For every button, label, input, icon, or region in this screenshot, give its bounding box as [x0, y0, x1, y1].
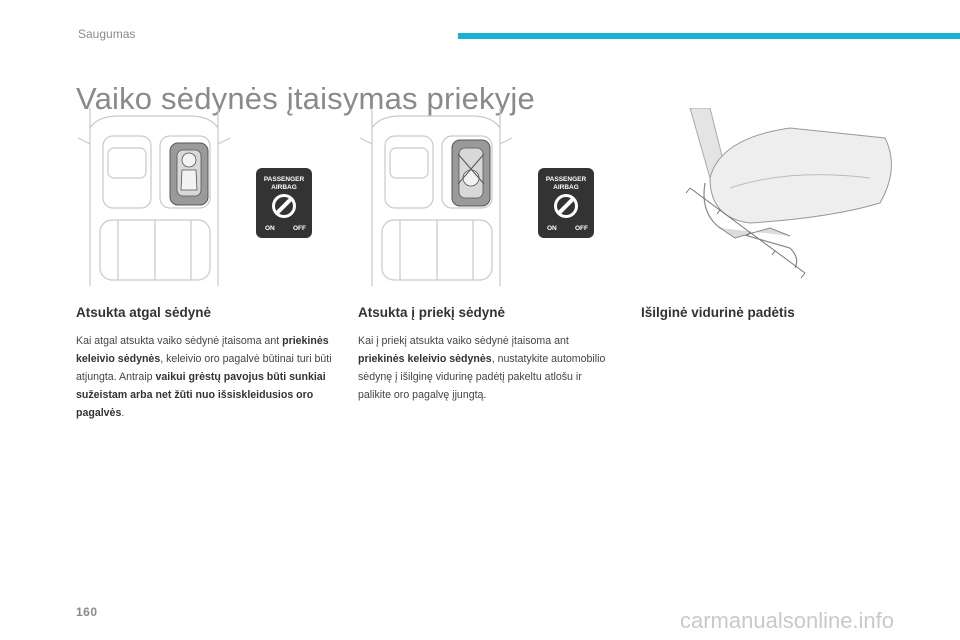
text-run: , keleivio oro pagalvė būtinai turi būti atjungta. Antraip: [76, 353, 332, 383]
badge-line2: AIRBAG: [553, 184, 579, 191]
text-run-bold: priekinės keleivio sėdynės: [76, 335, 329, 365]
page-title: Vaiko sėdynės įtaisymas priekyje: [76, 80, 535, 116]
middle-position-section: [641, 305, 906, 332]
page-number: 160: [76, 605, 98, 619]
badge-off: OFF: [293, 225, 306, 232]
text-run-bold: priekinės keleivio sėdynės: [358, 353, 492, 365]
badge-line1: PASSENGER: [263, 176, 305, 183]
header-accent-bar: [458, 33, 960, 39]
forward-facing-seat-illustration: [360, 108, 610, 286]
watermark: carmanualsonline.info: [680, 608, 895, 633]
rear-facing-text: [76, 332, 341, 422]
badge-off: OFF: [575, 225, 588, 232]
badge-on: ON: [547, 225, 557, 232]
middle-position-heading: Išilginė vidurinė padėtis: [641, 305, 795, 320]
section-label: Saugumas: [78, 27, 136, 41]
rear-facing-heading: Atsukta atgal sėdynė: [76, 305, 212, 320]
text-run: , nustatykite automobilio sėdynę į išilginę vidurinę padėtį pakeltu atlošu ir palikite oro pagalvę įjungtą.: [358, 353, 606, 401]
forward-facing-text: [358, 332, 608, 404]
forward-facing-heading: Atsukta į priekį sėdynė: [358, 305, 506, 320]
text-run: Kai atgal atsukta vaiko sėdynė įtaisoma ant: [76, 335, 283, 347]
text-run-bold: vaikui grėstų pavojus būti sunkiai sužeistam arba net žūti nuo išsiskleidusios oro pagalvės: [76, 371, 326, 419]
text-run: Kai į priekį atsukta vaiko sėdynė įtaisoma ant: [358, 335, 569, 347]
seat-position-illustration: [680, 108, 905, 283]
text-run: .: [121, 407, 125, 419]
badge-on: ON: [265, 225, 275, 232]
badge-line1: PASSENGER: [545, 176, 587, 183]
rear-facing-section: [76, 305, 341, 422]
rear-facing-seat-illustration: [78, 108, 328, 286]
forward-facing-section: [358, 305, 608, 404]
badge-line2: AIRBAG: [271, 184, 297, 191]
